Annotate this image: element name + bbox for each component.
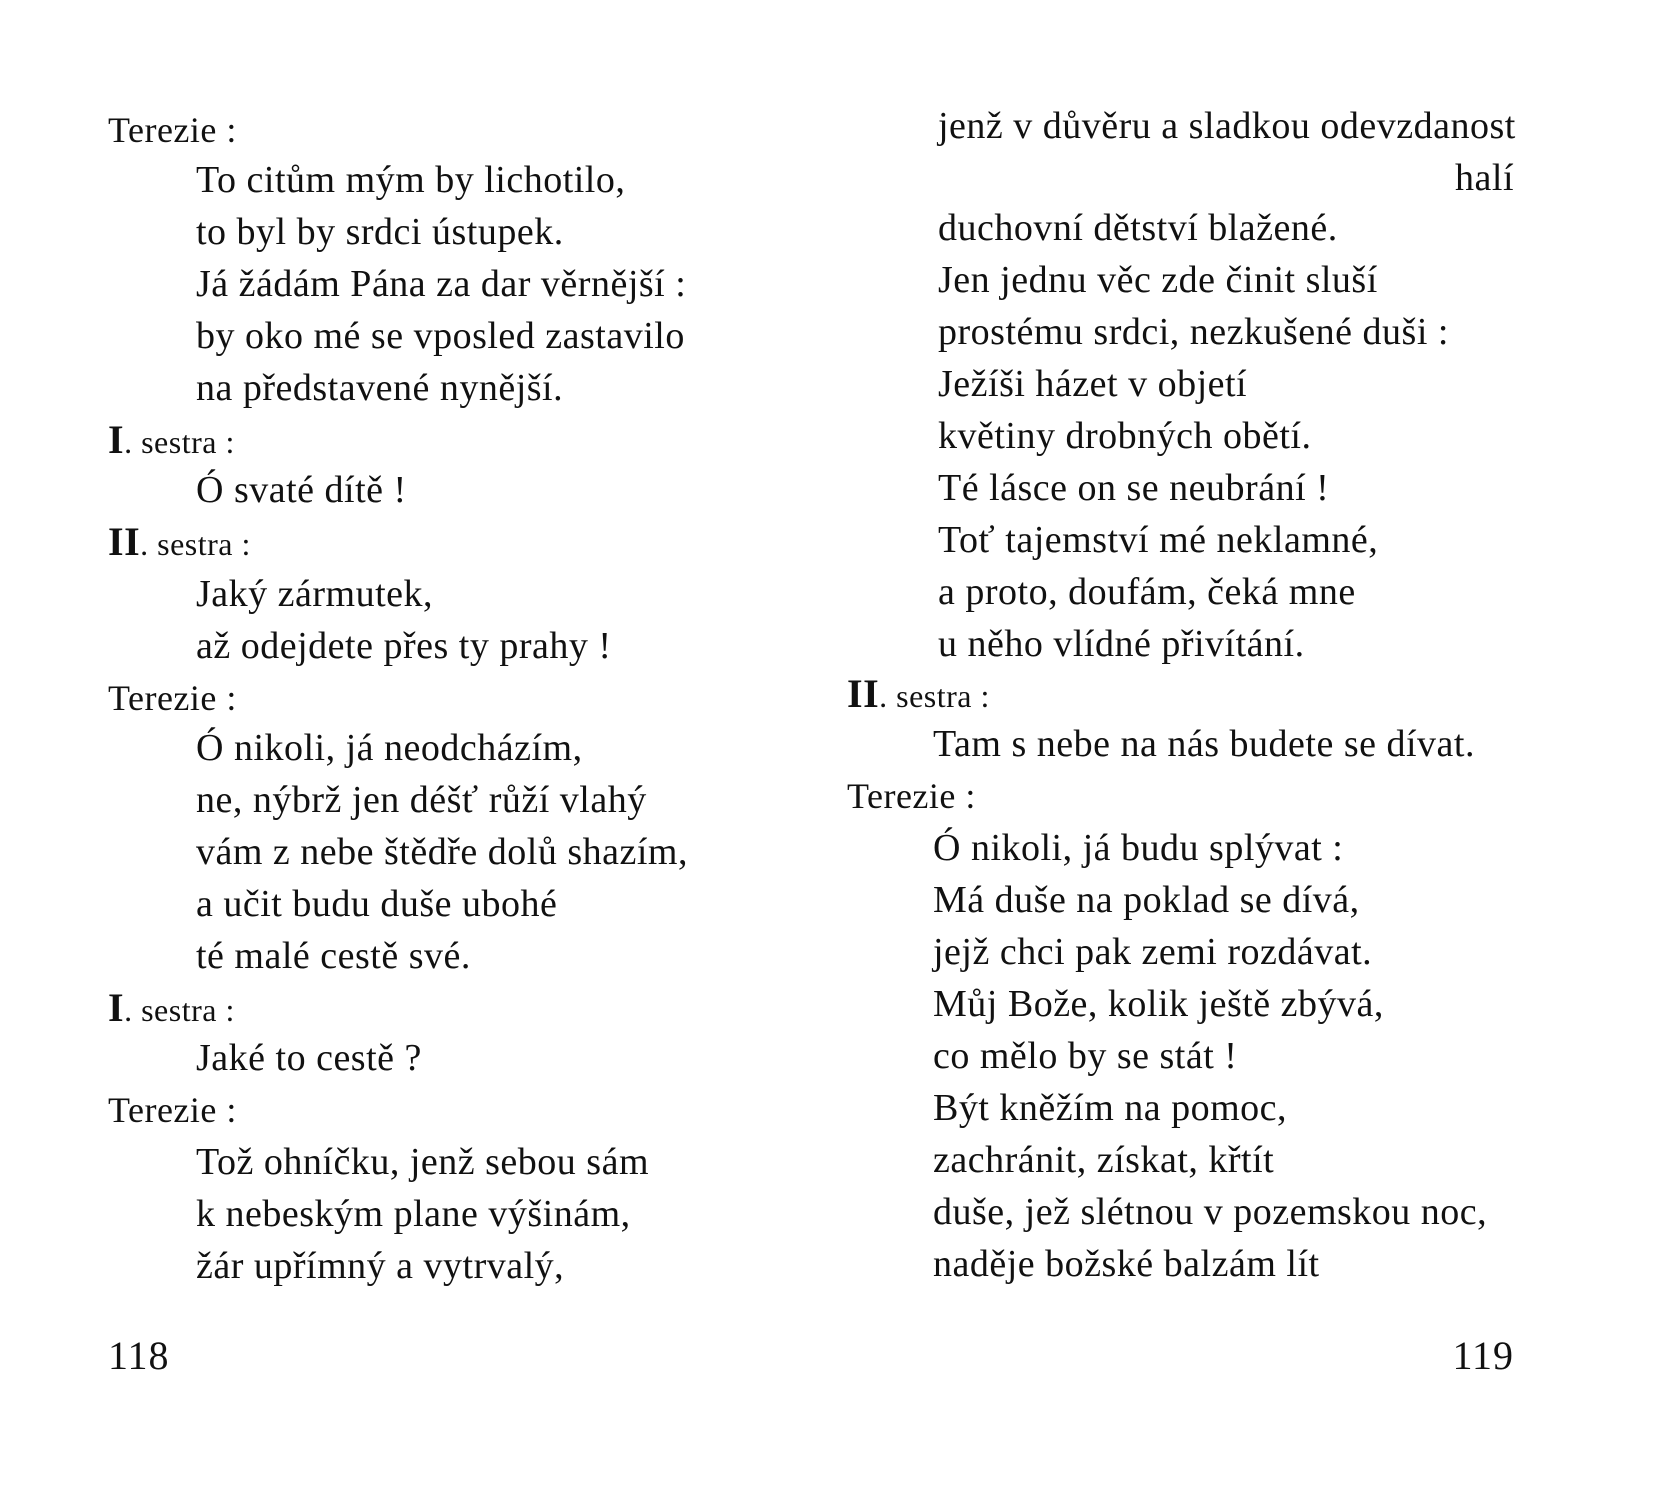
speaker-role: . sestra :	[140, 526, 251, 562]
verse-line: Jaké to cestě ?	[196, 1037, 422, 1079]
verse-line: a proto, doufám, čeká mne	[938, 571, 1356, 613]
verse-line: Má duše na poklad se dívá,	[933, 879, 1360, 921]
speaker-role: . sestra :	[879, 678, 990, 714]
verse-line: to byl by srdci ústupek.	[196, 211, 564, 253]
verse-line: žár upřímný a vytrvalý,	[196, 1245, 565, 1287]
verse-line: Ježíši házet v objetí	[938, 363, 1248, 405]
verse-line: naděje božské balzám lít	[933, 1243, 1320, 1285]
verse-line: Ó svaté dítě !	[196, 469, 407, 511]
verse-line: Ó nikoli, já budu splývat :	[933, 827, 1344, 869]
verse-line: Jaký zármutek,	[196, 573, 434, 615]
verse-line: zachránit, získat, křtít	[933, 1139, 1275, 1181]
speaker-number: I	[108, 985, 125, 1030]
speaker-label	[847, 672, 990, 718]
verse-line: Můj Bože, kolik ještě zbývá,	[933, 983, 1384, 1025]
speaker-label	[108, 418, 235, 464]
verse-line: Tož ohníčku, jenž sebou sám	[196, 1141, 650, 1183]
page-number: 119	[1452, 1333, 1514, 1378]
verse-line: Já žádám Pána za dar věrnější :	[196, 263, 687, 305]
speaker-number: II	[847, 671, 880, 716]
verse-line: prostému srdci, nezkušené duši :	[938, 311, 1449, 353]
speaker-label: Terezie :	[847, 776, 976, 816]
verse-line: vám z nebe štědře dolů shazím,	[196, 831, 688, 873]
verse-line: To citům mým by lichotilo,	[196, 159, 626, 201]
verse-line: by oko mé se vposled zastavilo	[196, 315, 685, 357]
verse-line: co mělo by se stát !	[933, 1035, 1238, 1077]
speaker-label	[108, 986, 235, 1032]
speaker-role: . sestra :	[124, 424, 235, 460]
verse-line: jejž chci pak zemi rozdávat.	[933, 931, 1373, 973]
verse-line: a učit budu duše ubohé	[196, 883, 558, 925]
speaker-role: . sestra :	[124, 992, 235, 1028]
verse-line: Toť tajemství mé neklamné,	[938, 519, 1379, 561]
verse-line: Být kněžím na pomoc,	[933, 1087, 1288, 1129]
verse-line: až odejdete přes ty prahy !	[196, 625, 612, 667]
verse-line: Tam s nebe na nás budete se dívat.	[933, 723, 1475, 765]
verse-line: duchovní dětství blažené.	[938, 207, 1338, 249]
verse-line: jenž v důvěru a sladkou odevzdanost	[938, 105, 1516, 147]
verse-line: květiny drobných obětí.	[938, 415, 1312, 457]
speaker-label	[108, 520, 251, 566]
verse-line: té malé cestě své.	[196, 935, 471, 977]
verse-line: u něho vlídné přivítání.	[938, 623, 1305, 665]
verse-line: Ó nikoli, já neodcházím,	[196, 727, 583, 769]
verse-line: na představené nynější.	[196, 367, 564, 409]
right-page	[827, 0, 1654, 1500]
speaker-label: Terezie :	[108, 1090, 237, 1130]
speaker-number: II	[108, 519, 141, 564]
verse-line: ne, nýbrž jen déšť růží vlahý	[196, 779, 647, 821]
speaker-label: Terezie :	[108, 110, 237, 150]
verse-line: Jen jednu věc zde činit sluší	[938, 259, 1378, 301]
speaker-number: I	[108, 417, 125, 462]
page-number: 118	[108, 1333, 170, 1378]
verse-line: k nebeským plane výšinám,	[196, 1193, 631, 1235]
verse-line-continuation: halí	[1455, 157, 1514, 199]
verse-line: duše, jež slétnou v pozemskou noc,	[933, 1191, 1488, 1233]
speaker-label: Terezie :	[108, 678, 237, 718]
verse-line: Té lásce on se neubrání !	[938, 467, 1330, 509]
